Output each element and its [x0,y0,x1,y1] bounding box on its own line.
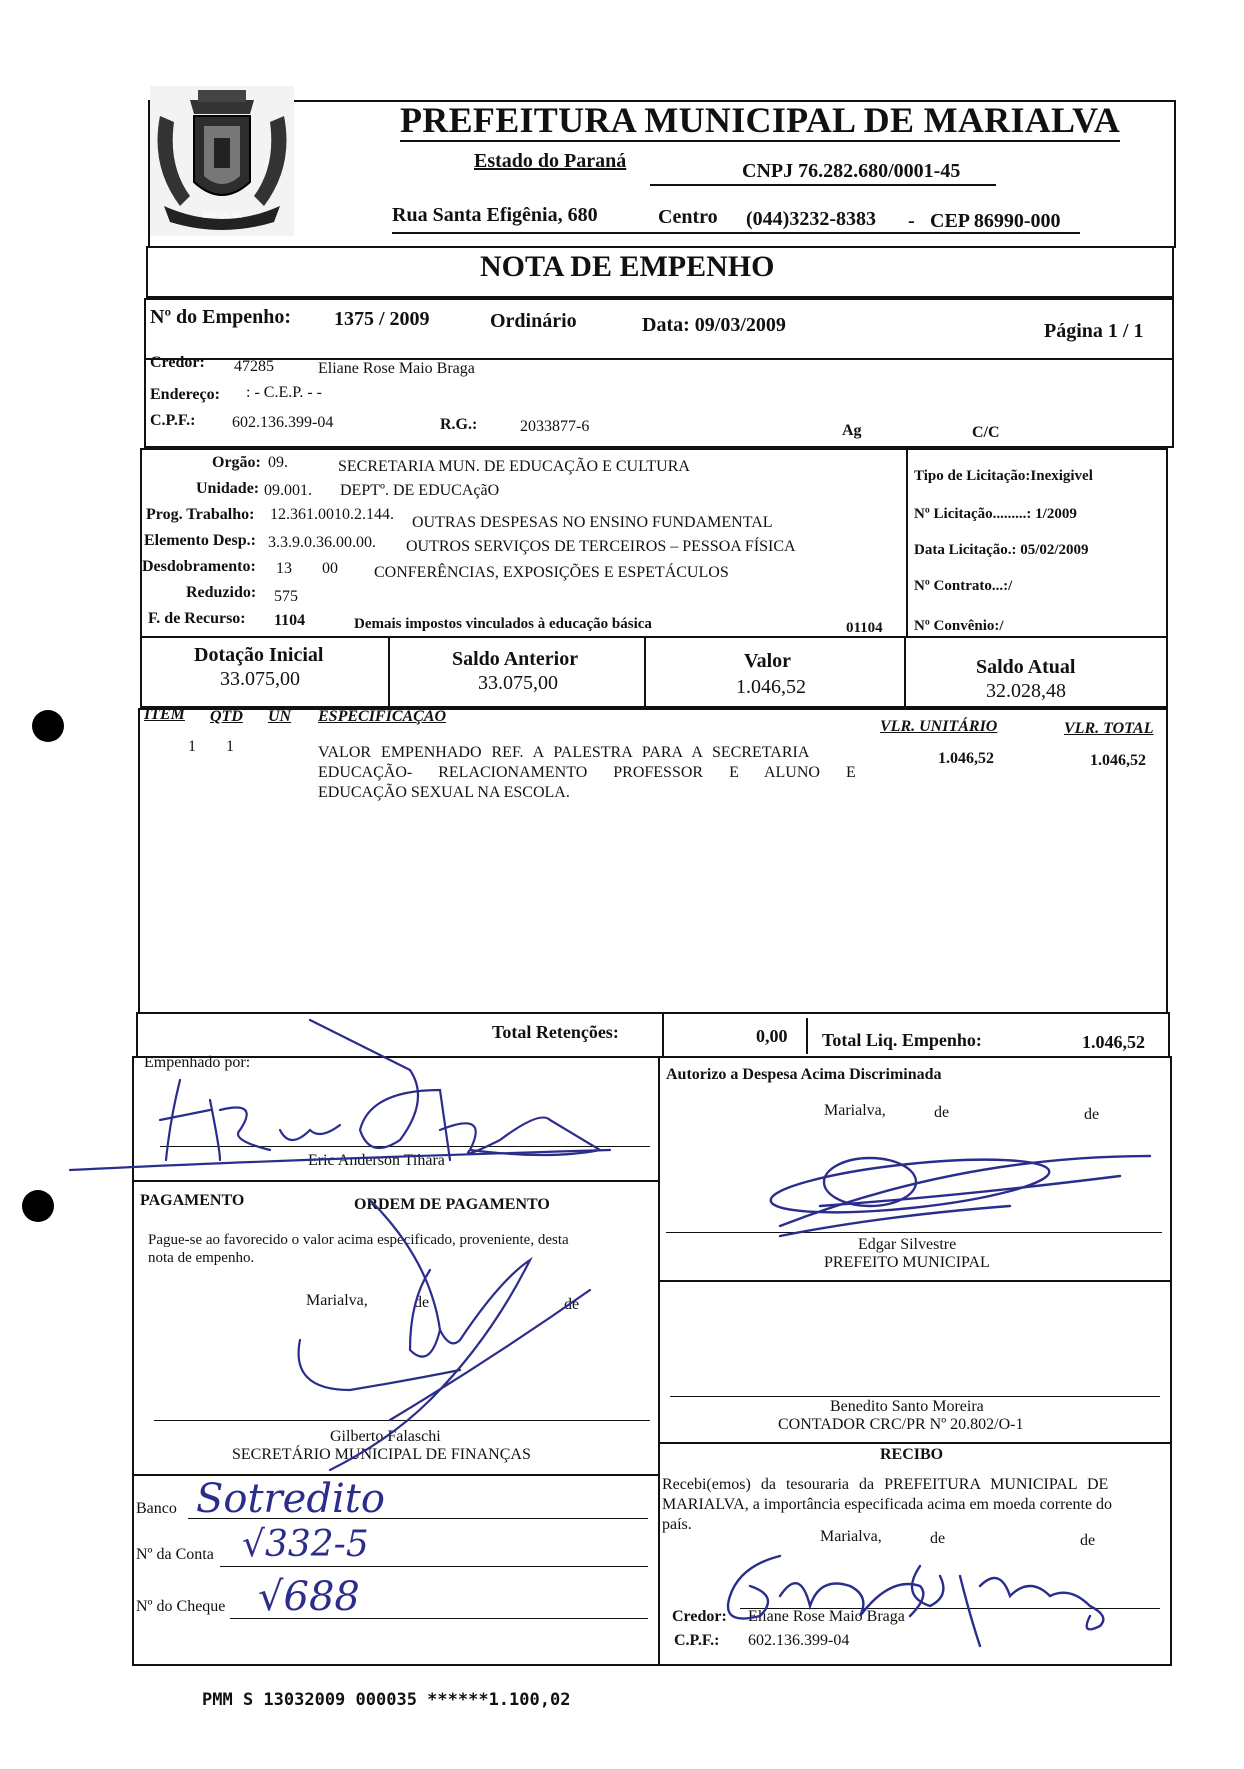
contador-title: CONTADOR CRC/PR Nº 20.802/O-1 [778,1416,1024,1433]
cpf-label: C.P.F.: [150,412,196,429]
budget-divider [906,448,908,638]
row-item: 1 [188,738,196,755]
anterior-value: 33.075,00 [478,672,558,694]
recibo-text-1: Recebi(emos) da tesouraria da PREFEITURA MUNICIPAL DE [662,1476,1109,1493]
orgao-label: Orgão: [212,454,261,471]
row-spec-line3: EDUCAÇÃO SEXUAL NA ESCOLA. [318,784,570,801]
dotacao-value: 33.075,00 [220,668,300,690]
lower-vdiv [658,1056,660,1666]
scan-hole-icon [22,1190,54,1222]
secretario-title: SECRETÁRIO MUNICIPAL DE FINANÇAS [232,1446,531,1463]
signature-empenhado-icon [70,1010,630,1180]
recibo-text-3: país. [662,1516,692,1533]
prog-label: Prog. Trabalho: [146,506,255,523]
liq-value: 1.046,52 [1082,1032,1145,1052]
retencoes-label: Total Retenções: [492,1022,619,1042]
cnpj-underline [650,184,996,186]
pagamento-de1: de [414,1294,430,1311]
unidade-code: 09.001. [264,482,312,499]
empenho-type: Ordinário [490,310,577,332]
empenho-page: Página 1 / 1 [1044,320,1144,342]
col-spec: ESPECIFICAÇÃO [318,708,447,725]
col-qtd: QTD [210,708,243,725]
col-item: ITEM [144,706,185,723]
cheque-label: Nº do Cheque [136,1598,226,1615]
doc-title: NOTA DE EMPENHO [480,250,775,283]
empenho-date: Data: 09/03/2009 [642,314,786,336]
licitacao-tipo: Tipo de Licitação:Inexigivel [914,468,1093,484]
autorizo-label: Autorizo a Despesa Acima Discriminada [666,1066,942,1083]
footer-stamp: PMM S 13032009 000035 ******1.100,02 [202,1690,571,1710]
empenhado-label: Empenhado por: [144,1054,251,1071]
contador-bottom [658,1442,1172,1444]
header-cnpj: CNPJ 76.282.680/0001-45 [742,160,961,182]
recurso-code2: 01104 [846,620,883,636]
orgao-name: SECRETARIA MUN. DE EDUCAÇÃO E CULTURA [338,458,690,475]
municipal-crest-icon [150,86,294,236]
header-address: Rua Santa Efigênia, 680 [392,204,598,226]
conta-label: Nº da Conta [136,1546,214,1563]
cpf-value: 602.136.399-04 [232,414,334,431]
conta-line [220,1566,648,1567]
licitacao-data: Data Licitação.: 05/02/2009 [914,542,1089,558]
anterior-label: Saldo Anterior [452,648,579,670]
licitacao-numero: Nº Licitação.........: 1/2009 [914,506,1077,522]
totals-div-2 [806,1018,808,1054]
orgao-code: 09. [268,454,288,471]
pagamento-text-2: nota de empenho. [148,1250,255,1266]
empenho-label: Nº do Empenho: [150,306,292,328]
banco-label: Banco [136,1500,177,1517]
licitacao-convenio: Nº Convênio:/ [914,618,1004,634]
prog-name: OUTRAS DESPESAS NO ENSINO FUNDAMENTAL [412,514,773,531]
header-district: Centro [658,206,718,228]
prefeito-bottom [658,1280,1172,1282]
row-qtd: 1 [226,738,234,755]
reduzido-value: 575 [274,588,298,605]
recurso-code: 1104 [274,612,306,629]
recurso-label: F. de Recurso: [148,610,246,627]
prefeito-name: Edgar Silvestre [858,1236,957,1253]
autorizo-de2: de [1084,1106,1100,1123]
row-unit: 1.046,52 [938,750,994,767]
desd-code1: 13 [276,560,292,577]
header-dash: - [908,210,915,232]
unidade-label: Unidade: [196,480,260,497]
desd-label: Desdobramento: [142,558,256,575]
credor-label: Credor: [150,354,205,371]
pagamento-de2: de [564,1296,580,1313]
recibo-cpf-value: 602.136.399-04 [748,1632,850,1649]
recibo-city: Marialva, [820,1528,882,1545]
valor-value: 1.046,52 [736,676,806,698]
credor-code: 47285 [234,358,274,375]
liq-label: Total Liq. Empenho: [822,1030,982,1050]
recibo-text-2: MARIALVA, a importância especificada acima em moeda corrente do [662,1496,1113,1513]
recibo-label: RECIBO [880,1446,944,1463]
recibo-credor-label: Credor: [672,1608,727,1625]
header-cep: CEP 86990-000 [930,210,1061,232]
licitacao-contrato: Nº Contrato...:/ [914,578,1013,594]
signature-secretario-icon [290,1200,610,1470]
cheque-handwriting: √688 [258,1574,360,1620]
row-total: 1.046,52 [1090,752,1146,769]
row-spec-line2: EDUCAÇÃO- RELACIONAMENTO PROFESSOR E ALUNO E [318,764,856,781]
signature-prefeito-icon [760,1136,1160,1246]
empenhado-bottom [132,1180,660,1182]
banco-handwriting: Sotredito [196,1476,385,1522]
col-un: UN [268,708,292,725]
valor-label: Valor [744,650,792,672]
crest-motto: MARIALVA [202,211,242,220]
recibo-de2: de [1080,1532,1096,1549]
ag-label: Ag [842,422,862,439]
secretario-name: Gilberto Falaschi [330,1428,441,1445]
contador-name: Benedito Santo Moreira [830,1398,984,1415]
conta-handwriting: √332-5 [242,1524,369,1565]
row-spec-line1: VALOR EMPENHADO REF. A PALESTRA PARA A SECRETARIA [318,744,810,761]
header-phone: (044)3232-8383 [746,208,876,230]
reduzido-label: Reduzido: [186,584,257,601]
atual-label: Saldo Atual [976,656,1076,678]
address-underline [392,232,1080,234]
autorizo-de1: de [934,1104,950,1121]
totals-div [662,1012,664,1058]
elem-name: OUTROS SERVIÇOS DE TERCEIROS – PESSOA FÍSICA [406,538,796,555]
endereco-label: Endereço: [150,386,220,403]
cc-label: C/C [972,424,1000,441]
desd-code2: 00 [322,560,338,577]
pagamento-label: PAGAMENTO [140,1192,245,1209]
saldo-div-3 [904,636,906,708]
rg-value: 2033877-6 [520,418,590,435]
recurso-name: Demais impostos vinculados à educação básica [354,616,652,632]
prefeito-title: PREFEITO MUNICIPAL [824,1254,990,1271]
col-unit: VLR. UNITÁRIO [880,718,998,735]
header-state: Estado do Paraná [474,150,627,172]
unidade-name: DEPTº. DE EDUCAçãO [340,482,500,499]
credor-name: Eliane Rose Maio Braga [318,360,475,377]
signature-credor-icon [720,1536,1120,1656]
recibo-cpf-label: C.P.F.: [674,1632,720,1649]
empenhado-name: Eric Anderson Tihara [308,1152,445,1169]
header-title: PREFEITURA MUNICIPAL DE MARIALVA [400,100,1121,140]
contador-line [670,1396,1160,1397]
saldo-div-1 [388,636,390,708]
recibo-credor-name: Eliane Rose Maio Braga [748,1608,905,1625]
recibo-de1: de [930,1530,946,1547]
retencoes-value: 0,00 [756,1026,788,1046]
endereco-value: : - C.E.P. - - [246,384,322,401]
pagamento-text-1: Pague-se ao favorecido o valor acima especificado, proveniente, desta [148,1232,569,1248]
empenho-number: 1375 / 2009 [334,308,430,330]
desd-name: CONFERÊNCIAS, EXPOSIÇÕES E ESPETÁCULOS [374,564,729,581]
ordem-label: ORDEM DE PAGAMENTO [354,1196,550,1213]
saldo-div-2 [644,636,646,708]
rg-label: R.G.: [440,416,478,433]
autorizo-city: Marialva, [824,1102,886,1119]
elem-code: 3.3.9.0.36.00.00. [268,534,376,551]
elem-label: Elemento Desp.: [144,532,256,549]
scan-hole-icon [32,710,64,742]
atual-value: 32.028,48 [986,680,1066,702]
dotacao-label: Dotação Inicial [194,644,324,666]
col-total: VLR. TOTAL [1064,720,1154,737]
prog-code: 12.361.0010.2.144. [270,506,394,523]
credor-box [144,358,1174,448]
pagamento-city: Marialva, [306,1292,368,1309]
